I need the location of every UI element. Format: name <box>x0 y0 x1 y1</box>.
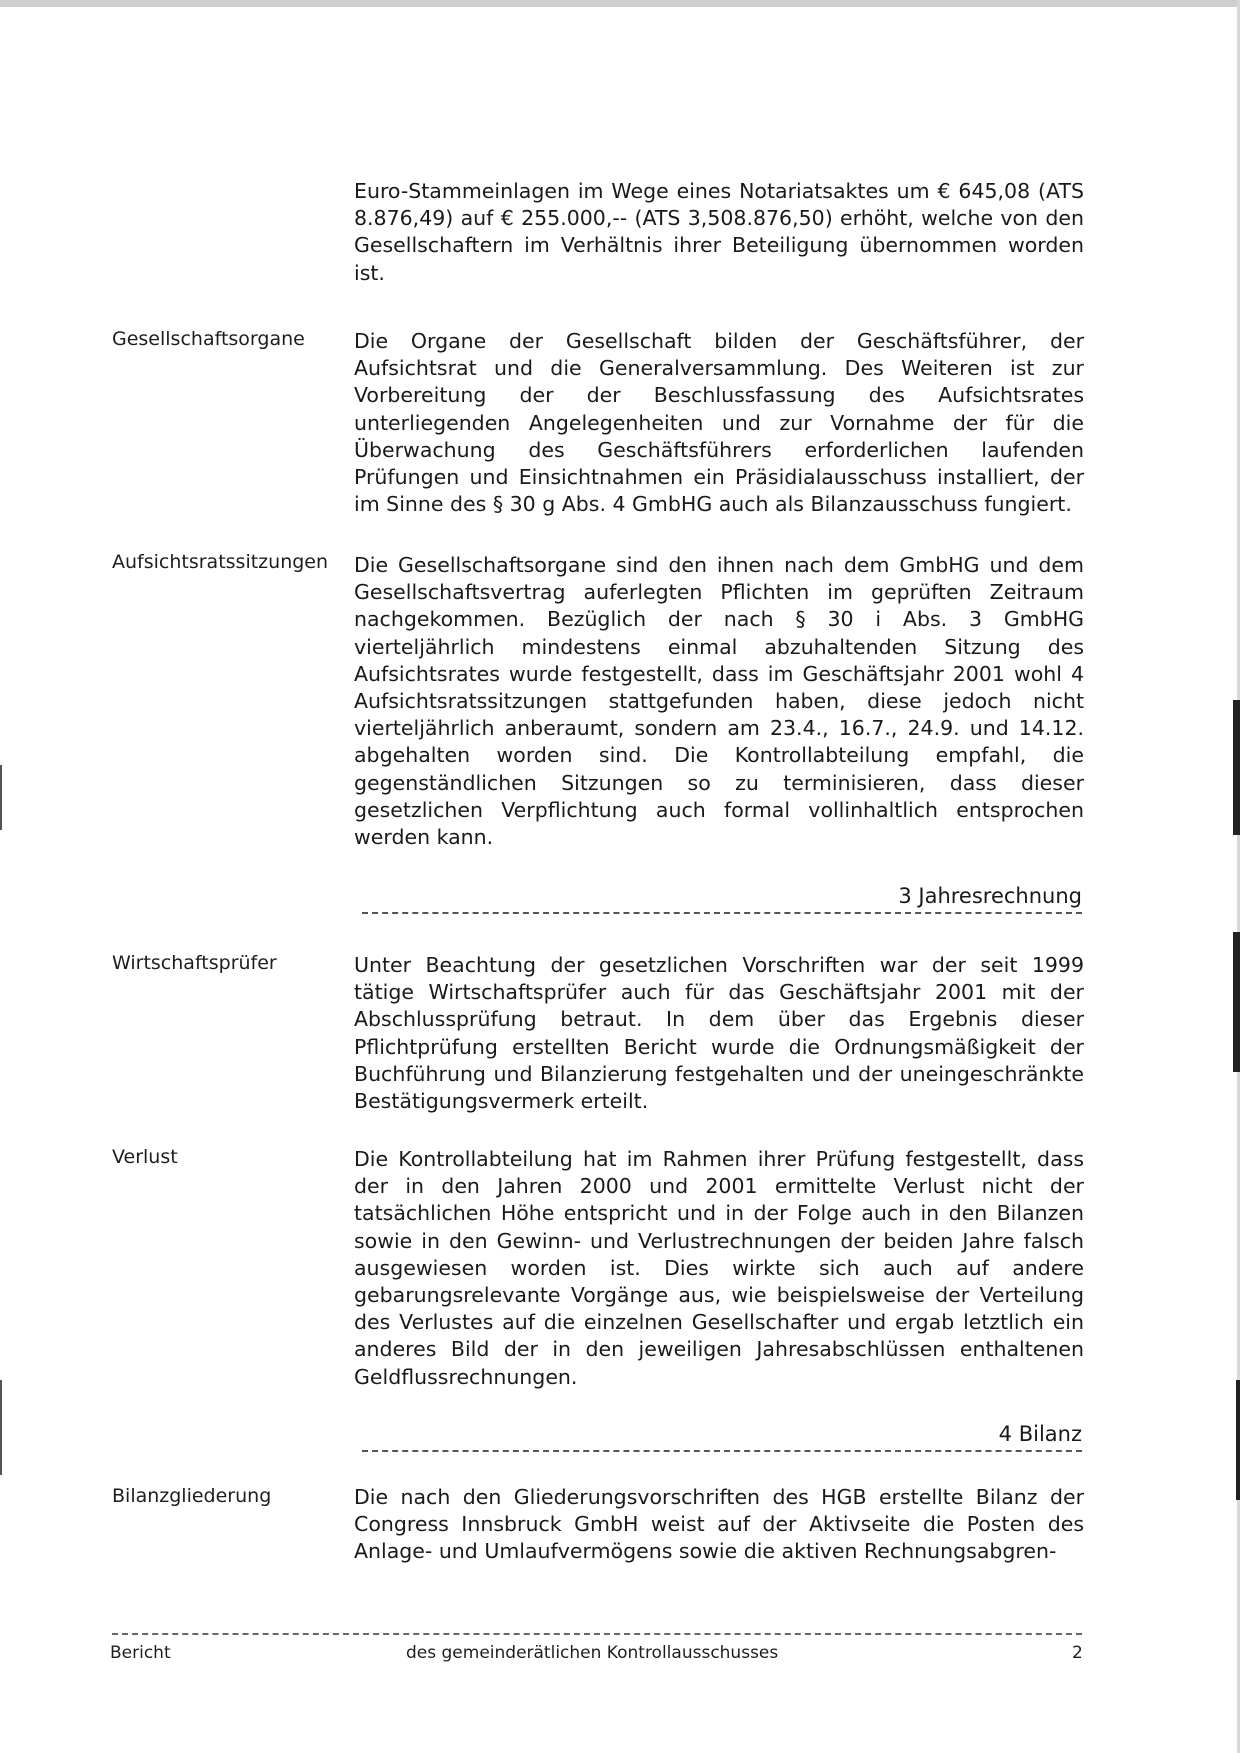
margin-label-aufsichtsratssitzungen: Aufsichtsratssitzungen <box>112 551 329 573</box>
section-bilanzgliederung <box>354 1484 1084 1566</box>
margin-label-wirtschaftspruefer: Wirtschaftsprüfer <box>112 952 277 974</box>
section-wirtschaftspruefer <box>354 952 1084 1115</box>
footer-rule <box>112 1633 1082 1635</box>
margin-label-bilanzgliederung: Bilanzgliederung <box>112 1485 272 1507</box>
heading-bilanz: 4 Bilanz <box>362 1420 1082 1452</box>
continuation-paragraph: Euro-Stammeinlagen im Wege eines Notariatsaktes um € 645,08 (ATS 8.876,49) auf € 255.000,-- (ATS 3,508.876,50) erhöht, welche von den Gesellschaftern im Verhältnis ihrer Beteiligung übernommen worden ist. <box>354 179 1084 285</box>
continuation-block <box>354 178 1084 287</box>
section-paragraph: Die Kontrollabteilung hat im Rahmen ihrer Prüfung festgestellt, dass der in den Jahren 2000 und 2001 ermittelte Verlust nicht der tatsächlichen Höhe entspricht und in der Folge auch in den Bilanzen sowie in den Gewinn- und Verlustrechnungen der beiden Jahre falsch ausgewiesen worden ist. Dies wirkte sich auch auf andere gebarungsrelevante Vorgänge aus, wie beispielsweise der Verteilung des Verlustes auf die einzelnen Gesellschafter und ergab letztlich ein anderes Bild der in den jeweiligen Jahresabschlüssen enthaltenen Geldflussrechnungen. <box>354 1147 1084 1389</box>
section-gesellschaftsorgane <box>354 328 1084 518</box>
section-verlust <box>354 1146 1084 1391</box>
section-paragraph: Die nach den Gliederungsvorschriften des HGB erstellte Bilanz der Congress Innsbruck GmbH weist auf der Aktivseite die Posten des Anlage- und Umlaufvermögens sowie die aktiven Rechnungsabgren- <box>354 1485 1084 1564</box>
page-number: 2 <box>1072 1643 1083 1663</box>
footer-center: des gemeinderätlichen Kontrollausschusses <box>406 1643 779 1663</box>
section-paragraph: Die Organe der Gesellschaft bilden der Geschäftsführer, der Aufsichtsrat und die Generalversammlung. Des Weiteren ist zur Vorbereitung der der Beschlussfassung des Aufsichtsrates unterliegenden Angelegenheiten und zur Vornahme der für die Überwachung des Geschäftsführers erforderlichen laufenden Prüfungen und Einsichtnahmen ein Präsidialausschuss installiert, der im Sinne des § 30 g Abs. 4 GmbHG auch als Bilanzausschuss fungiert. <box>354 329 1084 517</box>
margin-label-gesellschaftsorgane: Gesellschaftsorgane <box>112 328 305 350</box>
margin-label-verlust: Verlust <box>112 1146 178 1168</box>
section-aufsichtsratssitzungen <box>354 552 1084 851</box>
heading-jahresrechnung: 3 Jahresrechnung <box>362 882 1082 914</box>
section-paragraph: Unter Beachtung der gesetzlichen Vorschriften war der seit 1999 tätige Wirtschaftsprüfer auch für das Geschäftsjahr 2001 mit der Abschlussprüfung betraut. In dem über das Ergebnis dieser Pflichtprüfung erstellten Bericht wurde die Ordnungsmäßigkeit der Buchführung und Bilanzierung festgehalten und der uneingeschränkte Bestätigungsvermerk erteilt. <box>354 953 1084 1114</box>
section-paragraph: Die Gesellschaftsorgane sind den ihnen nach dem GmbHG und dem Gesellschaftsvertrag auferlegten Pflichten im geprüften Zeitraum nachgekommen. Bezüglich der nach § 30 i Abs. 3 GmbHG vierteljährlich mindestens einmal abzuhaltenden Sitzung des Aufsichtsrates wurde festgestellt, dass im Geschäftsjahr 2001 wohl 4 Aufsichtsratssitzungen stattgefunden haben, diese jedoch nicht vierteljährlich anberaumt, sondern am 23.4., 16.7., 24.9. und 14.12. abgehalten worden sind. Die Kontrollabteilung empfahl, die gegenständlichen Sitzungen so zu terminisieren, dass dieser gesetzlichen Verpflichtung auch formal vollinhaltlich entsprochen werden kann. <box>354 553 1084 850</box>
footer-left: Bericht <box>110 1643 171 1663</box>
